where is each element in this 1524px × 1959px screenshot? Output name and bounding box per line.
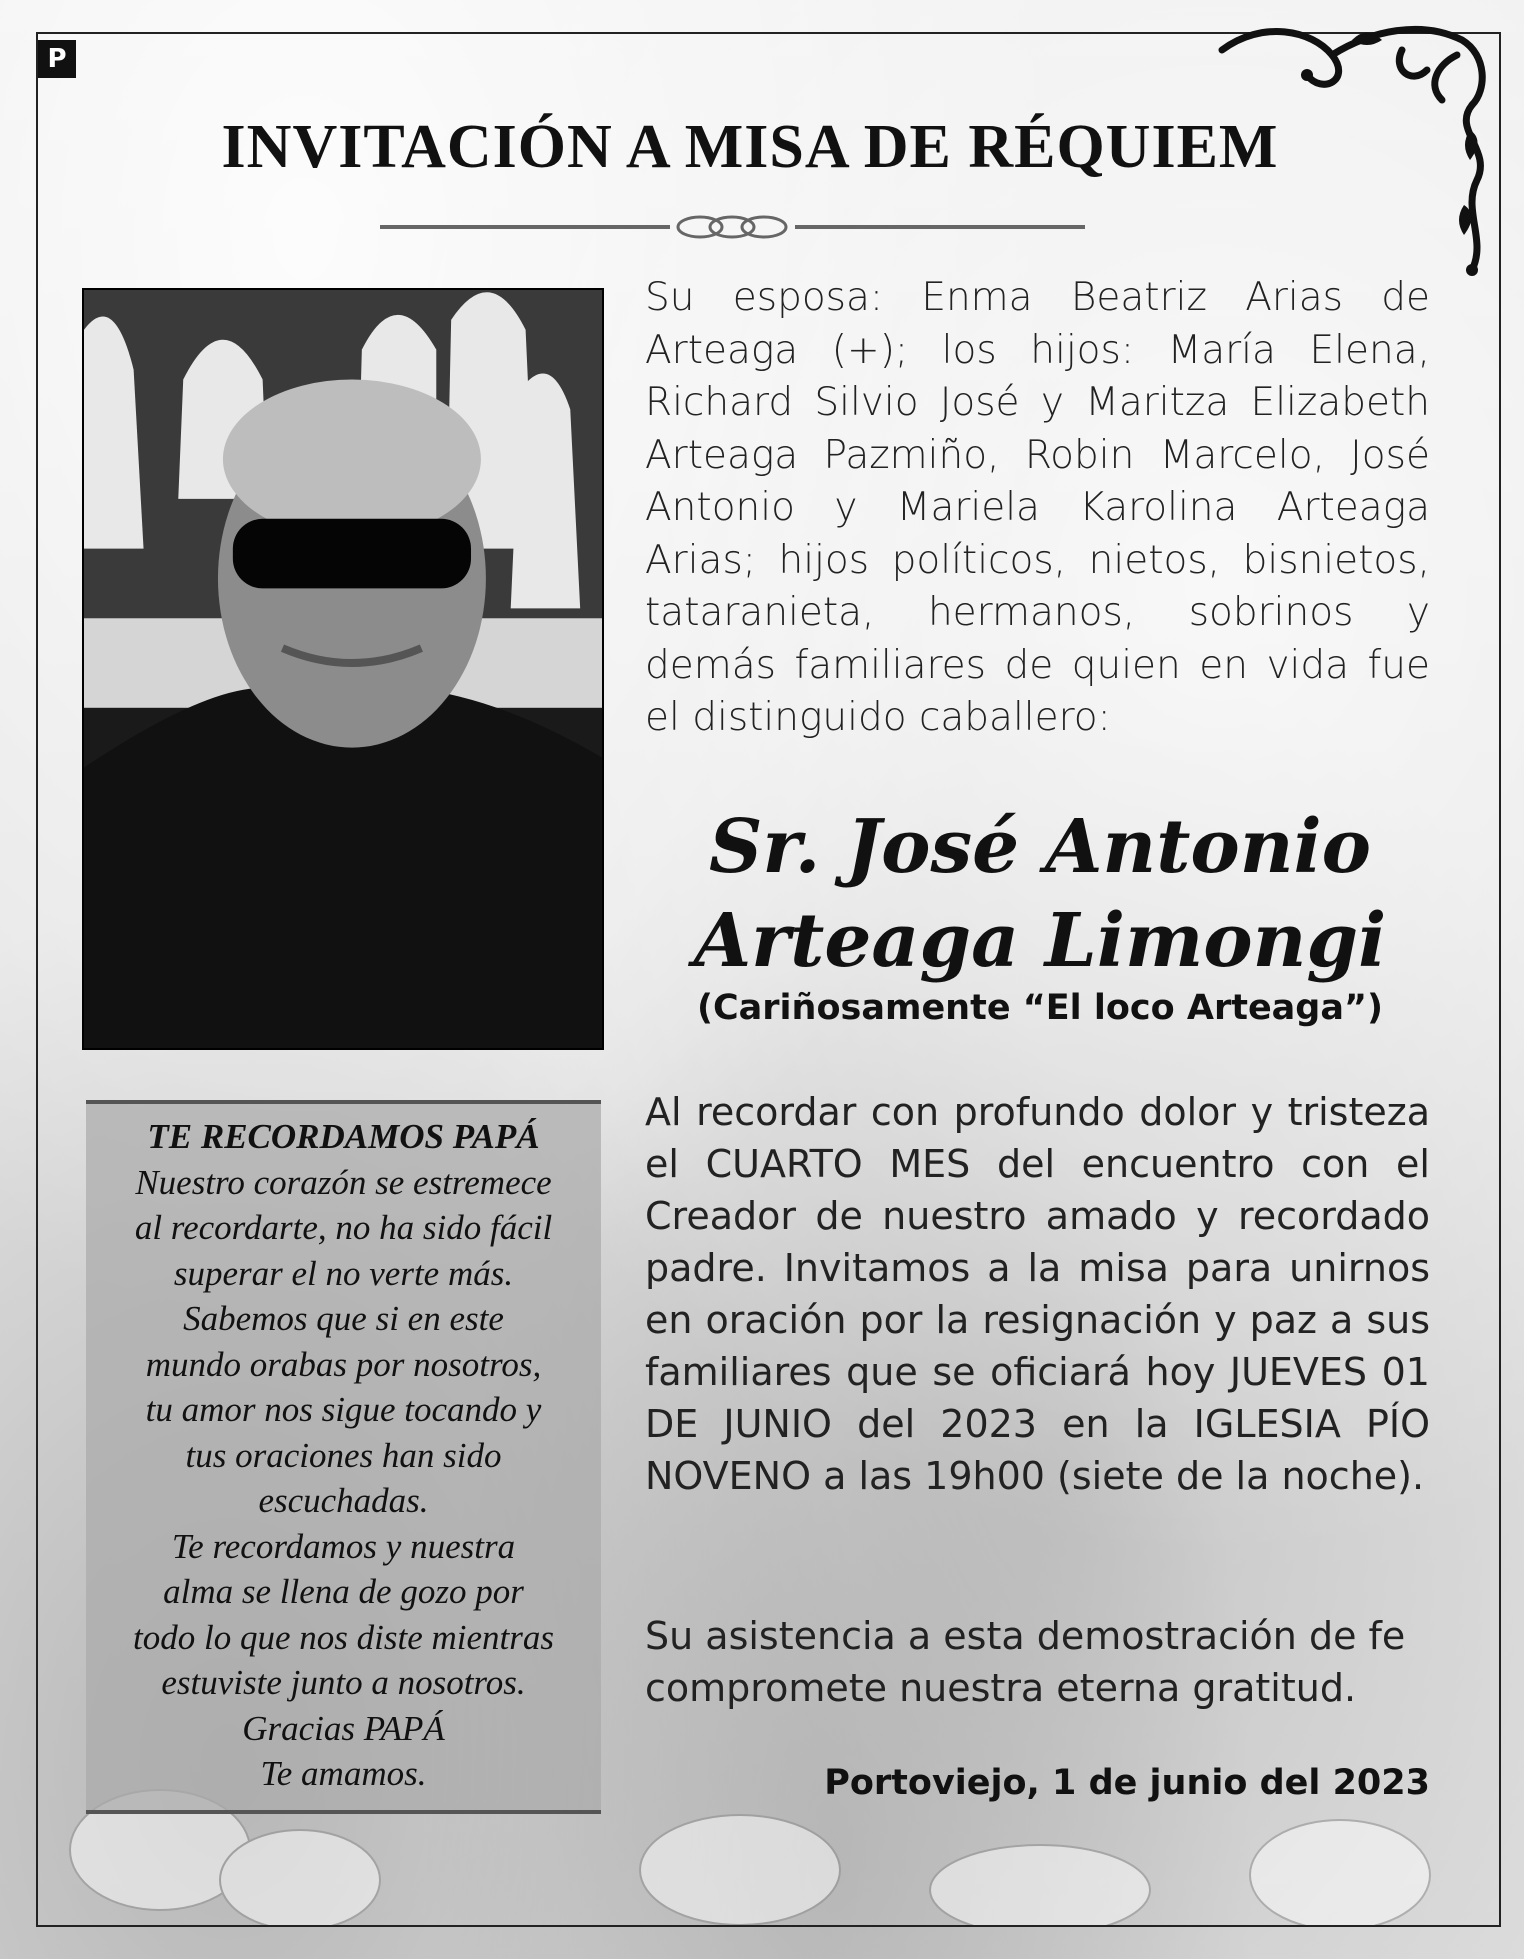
memorial-line: alma se llena de gozo por [163, 1572, 524, 1611]
memorial-line: estuviste junto a nosotros. [161, 1663, 526, 1702]
family-announcement: Su esposa: Enma Beatriz Arias de Arteaga (+); los hijos: María Elena, Richard Silvio José y Maritza Elizabeth Arteaga Pazmiño, Robin Marcelo, José Antonio y Mariela Karolina Arteaga Arias; hijos políticos, nietos, bisnietos, tataranieta, hermanos, sobrinos y demás familiares de quien en vida fue el distinguido caballero: [645, 275, 1430, 740]
memorial-line: Te amamos. [260, 1754, 427, 1793]
deceased-name-line1: Sr. José Antonio [708, 804, 1372, 890]
title-divider-icon [380, 212, 1085, 242]
memorial-line: al recordarte, no ha sido fácil [134, 1208, 553, 1247]
deceased-name-line2: Arteaga Limongi [693, 898, 1387, 984]
memorial-line: escuchadas. [258, 1481, 429, 1520]
memorial-box [86, 1100, 601, 1814]
deceased-nickname: (Cariñosamente “El loco Arteaga”) [697, 988, 1383, 1028]
memorial-line: superar el no verte más. [173, 1253, 514, 1293]
place-date: Portoviejo, 1 de junio del 2023 [824, 1763, 1430, 1803]
page-title: INVITACIÓN A MISA DE RÉQUIEM [221, 113, 1279, 181]
memorial-line: Te recordamos y nuestra [171, 1526, 516, 1566]
memorial-line: mundo orabas por nosotros, [145, 1344, 542, 1384]
memorial-line: Sabemos que si en este [183, 1299, 504, 1338]
memorial-title: TE RECORDAMOS PAPÁ [147, 1117, 540, 1156]
publisher-logo: P [38, 40, 76, 78]
portrait-photo [82, 288, 604, 1050]
memorial-line: tus oraciones han sido [185, 1435, 502, 1475]
memorial-line: Gracias PAPÁ [242, 1708, 445, 1748]
deceased-name [640, 800, 1440, 988]
memorial-line: todo lo que nos diste mientras [133, 1617, 554, 1657]
memorial-line: tu amor nos sigue tocando y [145, 1390, 542, 1429]
memorial-line: Nuestro corazón se estremece [135, 1162, 552, 1202]
mass-announcement: Al recordar con profundo dolor y tristeza el CUARTO MES del encuentro con el Creador de nuestro amado y recordado padre. Invitamos a la misa para unirnos en oración por la resignación y paz a sus familiares que se oficiará hoy JUEVES 01 DE JUNIO del 2023 en la IGLESIA PÍO NOVENO a las 19h00 (siete de la noche). [645, 1090, 1430, 1498]
closing-text: Su asistencia a esta demostración de fe compromete nuestra eterna gratitud. [645, 1614, 1406, 1710]
